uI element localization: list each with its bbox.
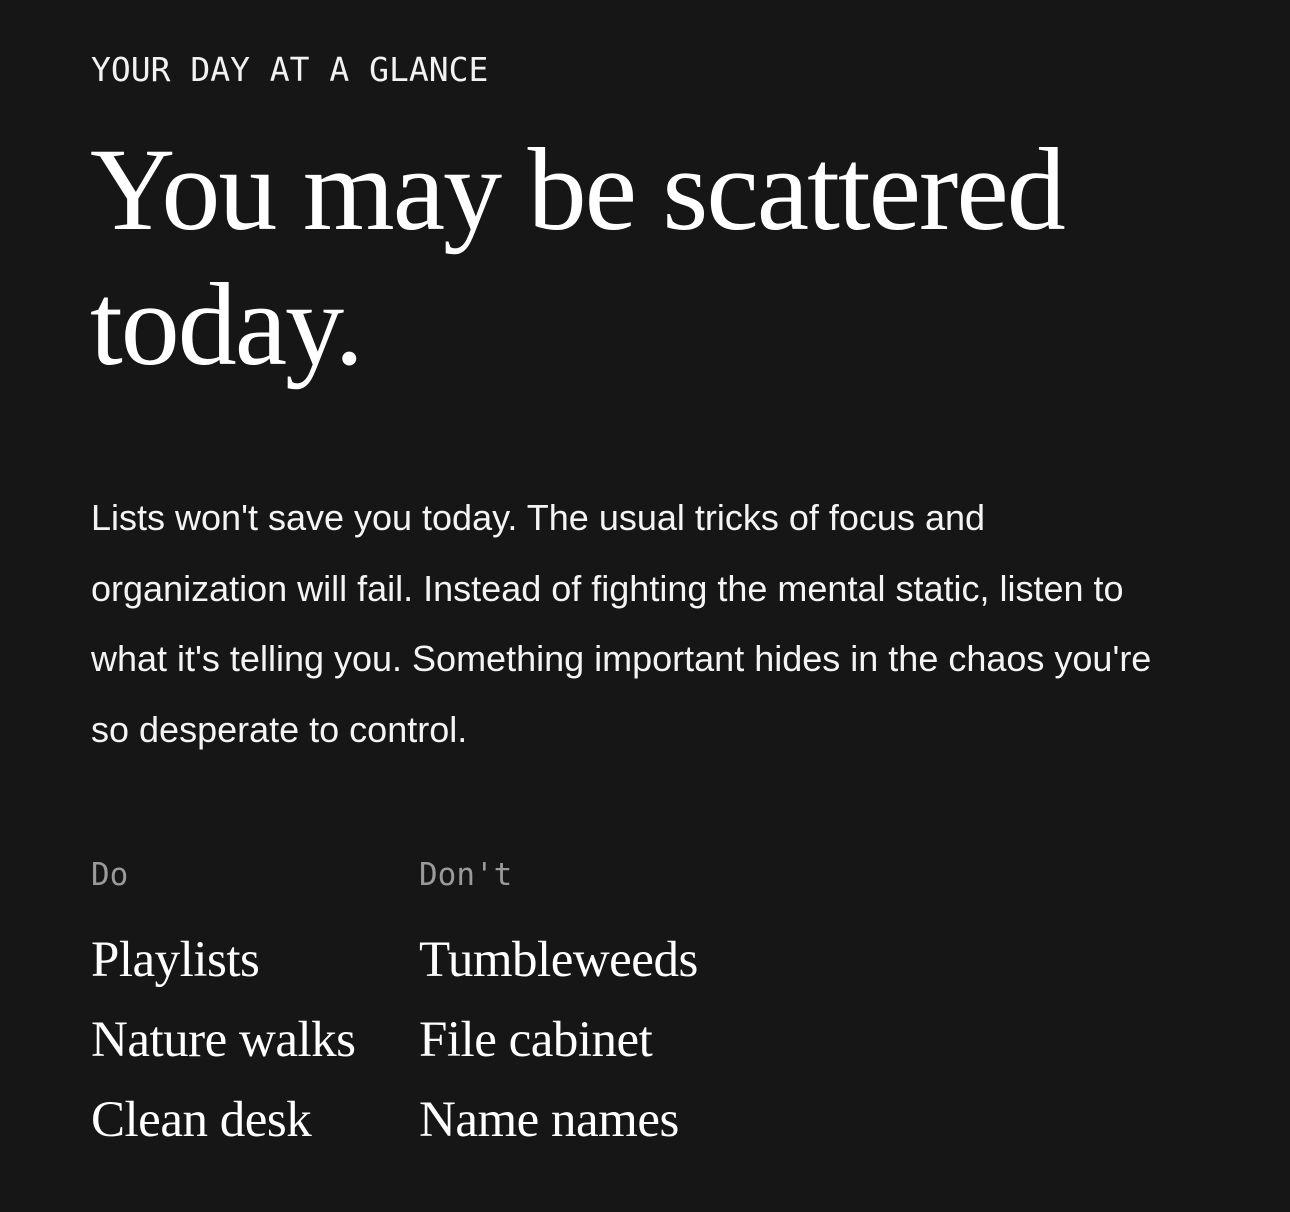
body-paragraph: Lists won't save you today. The usual tricks of focus and organization will fail. Instead of fighting the mental static, listen to what it's telling you. Something important hides in the chaos you're so desperate to control. [91, 497, 1152, 750]
dont-item-tumbleweeds: Tumbleweeds [419, 932, 698, 988]
do-column [91, 853, 356, 1160]
do-item-nature-walks: Nature walks [91, 1012, 356, 1068]
section-eyebrow: YOUR DAY AT A GLANCE [91, 50, 489, 89]
dont-list [419, 920, 698, 1160]
do-list [91, 920, 356, 1160]
dont-item-name-names: Name names [419, 1092, 679, 1148]
headline: You may be scattered today. [90, 124, 1064, 390]
dont-column [419, 853, 698, 1160]
do-label: Do [91, 857, 129, 893]
do-item-clean-desk: Clean desk [91, 1092, 312, 1148]
dont-label: Don't [419, 857, 513, 893]
do-item-playlists: Playlists [91, 932, 260, 988]
dont-item-file-cabinet: File cabinet [419, 1012, 653, 1068]
